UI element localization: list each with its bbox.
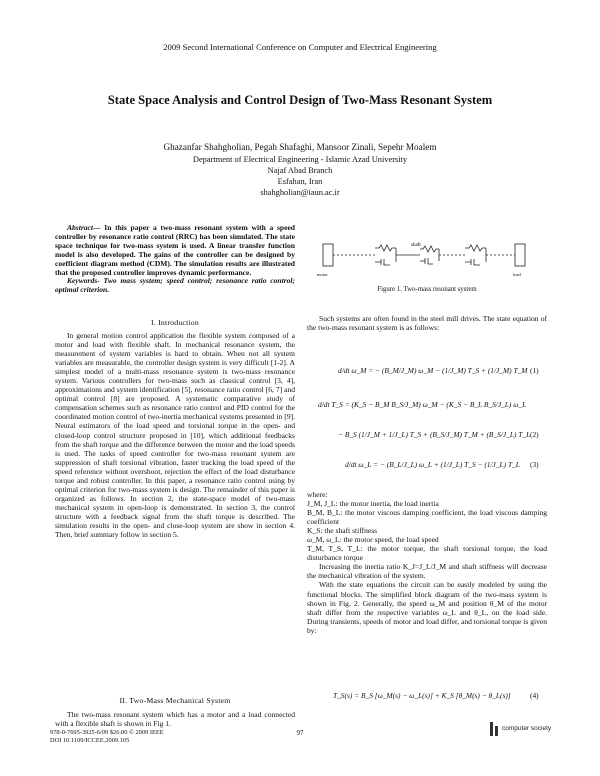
load-inertia-block: [515, 244, 525, 266]
section-1-heading: I. Introduction: [150, 318, 200, 327]
conference-header: 2009 Second International Conference on Computer and Electrical Engineering: [163, 42, 437, 52]
motor-inertia-block: [323, 244, 333, 266]
logo-text: computer society: [502, 725, 552, 732]
motor-spring: [375, 245, 396, 251]
equation-1: d/dt ω_M = − (B_M/J_M) ω_M − (1/J_M) T_S + (1/J_M) T_M: [338, 366, 528, 375]
affiliation-department: Department of Electrical Engineering - Islamic Azad University: [192, 155, 408, 164]
equation-3-number: (3): [530, 460, 539, 469]
affiliation-location: Esfahan, Iran: [277, 176, 323, 186]
motor-label: motor: [317, 272, 328, 277]
equation-4-number: (4): [530, 691, 539, 700]
paper-title: State Space Analysis and Control Design of Two-Mass Resonant System: [107, 93, 493, 107]
keywords: [55, 276, 295, 294]
abstract: [55, 223, 295, 277]
variable-definitions: [307, 490, 547, 635]
equation-2b: − B_S (1/J_M + 1/J_L) T_S + (B_S/J_M) T_M + (B_S/J_L) T_L: [338, 430, 531, 439]
definition-item: B_M, B_L: the motor viscous damping coefficient, the load viscous damping coefficient: [307, 508, 547, 527]
definition-item: K_S: the shaft stiffness: [307, 526, 378, 536]
definition-item: ω_M, ω_L: the motor speed, the load speed: [307, 535, 439, 545]
definition-item: J_M, J_L: the motor inertia, the load inertia: [307, 499, 439, 509]
where-label: where:: [307, 490, 328, 499]
two-mass-diagram: [315, 232, 540, 280]
keywords-text: Keywords- Two mass system; speed control; resonance ratio control; optimal criterion.: [55, 276, 295, 295]
shaft-label: shaft: [411, 243, 421, 248]
section-2-paragraph: The two-mass resonant system which has a motor and a load connected with a flexible shaft is shown in Fig 1.: [55, 710, 295, 729]
load-spring: [465, 245, 486, 251]
equation-1-number: (1): [530, 366, 539, 375]
section-1-paragraph: In general motion control application the flexible system composed of a motor and load with flexible shaft. In mechanical resonance system, the measurement of system variables is hard to obtain. When not all system variables are measurable, the controller design system is very difficult [1-2]. A simplest model of a multi-mass resonance system is two-mass resonance system. Various controllers for two-mass such as classical control [3, 4], approximations and system identification [5], resonance ratio control [6, 7] and optimal control [8] are proposed. A systematic comparative study of compensation schemes such as resonance ratio control and PID control for the coordinated motion control of two-inertia mechanical systems presented in [9]. Neural estimators of the load speed and torsional torque in the open- and closed-loop control structure proposed in [10], which additional feedbacks from the shaft torque and the difference between the motor and the load speeds is used. The tasks of speed controller for two-mass resonant system are suppression of shaft torsional vibration, faster tracking the load speed of the speed reference without overshoot, rejection the effect of the load disturbance torque and robust controller. In this paper, a resonance ratio control using by optimal criterion for two-mass system is design. The remainder of this paper is organized as follows. In section 2, the state-space model of two-mass mechanical system in open-loop is demonstrated. In section 3, the control structure with a feedback signal from the shaft torque is described. The simulation results in the open- and close-loop system are show in section 4. Then, brief summary follow in section 5.: [55, 331, 295, 540]
affiliation: [0, 155, 600, 199]
load-label: load: [513, 272, 521, 277]
equation-2-number: (2): [530, 430, 539, 439]
isbn-line: 978-0-7695-3925-6/09 $26.00 © 2009 IEEE: [50, 729, 164, 736]
shaft-spring: [420, 246, 439, 252]
load-damper: [465, 259, 480, 265]
doi-line: DOI 10.1109/ICCEE.2009.105: [50, 737, 130, 744]
page-number: 97: [296, 729, 304, 737]
figure-1: [315, 232, 540, 280]
right-intro: [307, 314, 547, 332]
abstract-label: Abstract: [67, 223, 93, 232]
abstract-text: — In this paper a two-mass resonant system with a speed controller by resonance ratio control (RRC) has been simulated. The state space technique for two-mass system is used. A linear transfer function model is also developed. The gains of the controller can be designed by coefficient diagram method (CDM). The simulation results are illustrated that the proposed controller improves dynamic performance.: [55, 223, 295, 278]
author-email[interactable]: shahgholian@iaun.ac.ir: [260, 187, 340, 197]
equation-4: T_S(s) = B_S [ω_M(s) − ω_L(s)] + K_S [θ_M(s) − θ_L(s)]: [333, 691, 511, 700]
section-2-body: [55, 710, 295, 728]
author-list: Ghazanfar Shahgholian, Pegah Shafaghi, Mansoor Zinali, Sepehr Moalem: [163, 142, 437, 152]
logo-icon: [488, 718, 558, 744]
equation-3: d/dt ω_L = − (B_L/J_L) ω_L + (1/J_L) T_S − (1/J_L) T_L: [345, 460, 520, 469]
right-paragraph-1: Such systems are often found in the steel mill drives. The state equation of the two-mass resonant system is as follows:: [307, 314, 547, 333]
shaft-damper: [420, 258, 433, 264]
figure-1-caption: Figure 1. Two-mass resonant system: [377, 286, 477, 293]
equation-2a: d/dt T_S = (K_S − B_M B_S/J_M) ω_M − (K_S − B_L B_S/J_L) ω_L: [318, 400, 527, 409]
section-1-body: [55, 331, 295, 539]
definition-item: T_M, T_S, T_L: the motor torque, the shaft torsional torque, the load disturbance torque: [307, 544, 547, 563]
computer-society-logo: [488, 718, 558, 744]
motor-damper: [375, 259, 390, 265]
affiliation-branch: Najaf Abad Branch: [267, 165, 333, 175]
right-paragraph-2: Increasing the inertia ratio K_J=J_L/J_M and shaft stiffness will decrease the mechanical vibration of the system.: [307, 562, 547, 581]
right-paragraph-3: With the state equations the circuit can be easily modeled by using the functional blocks. The simplified block diagram of the two-mass system is shown in Fig. 2. Generally, the speed ω_M and position θ_M of the motor shaft differ from the respective variables ω_L and θ_L, on the load side. During transients, speeds of motor and load differ, and torsional torque is given by:: [307, 580, 547, 635]
section-2-heading: II. Two-Mass Mechanical System: [119, 696, 231, 705]
